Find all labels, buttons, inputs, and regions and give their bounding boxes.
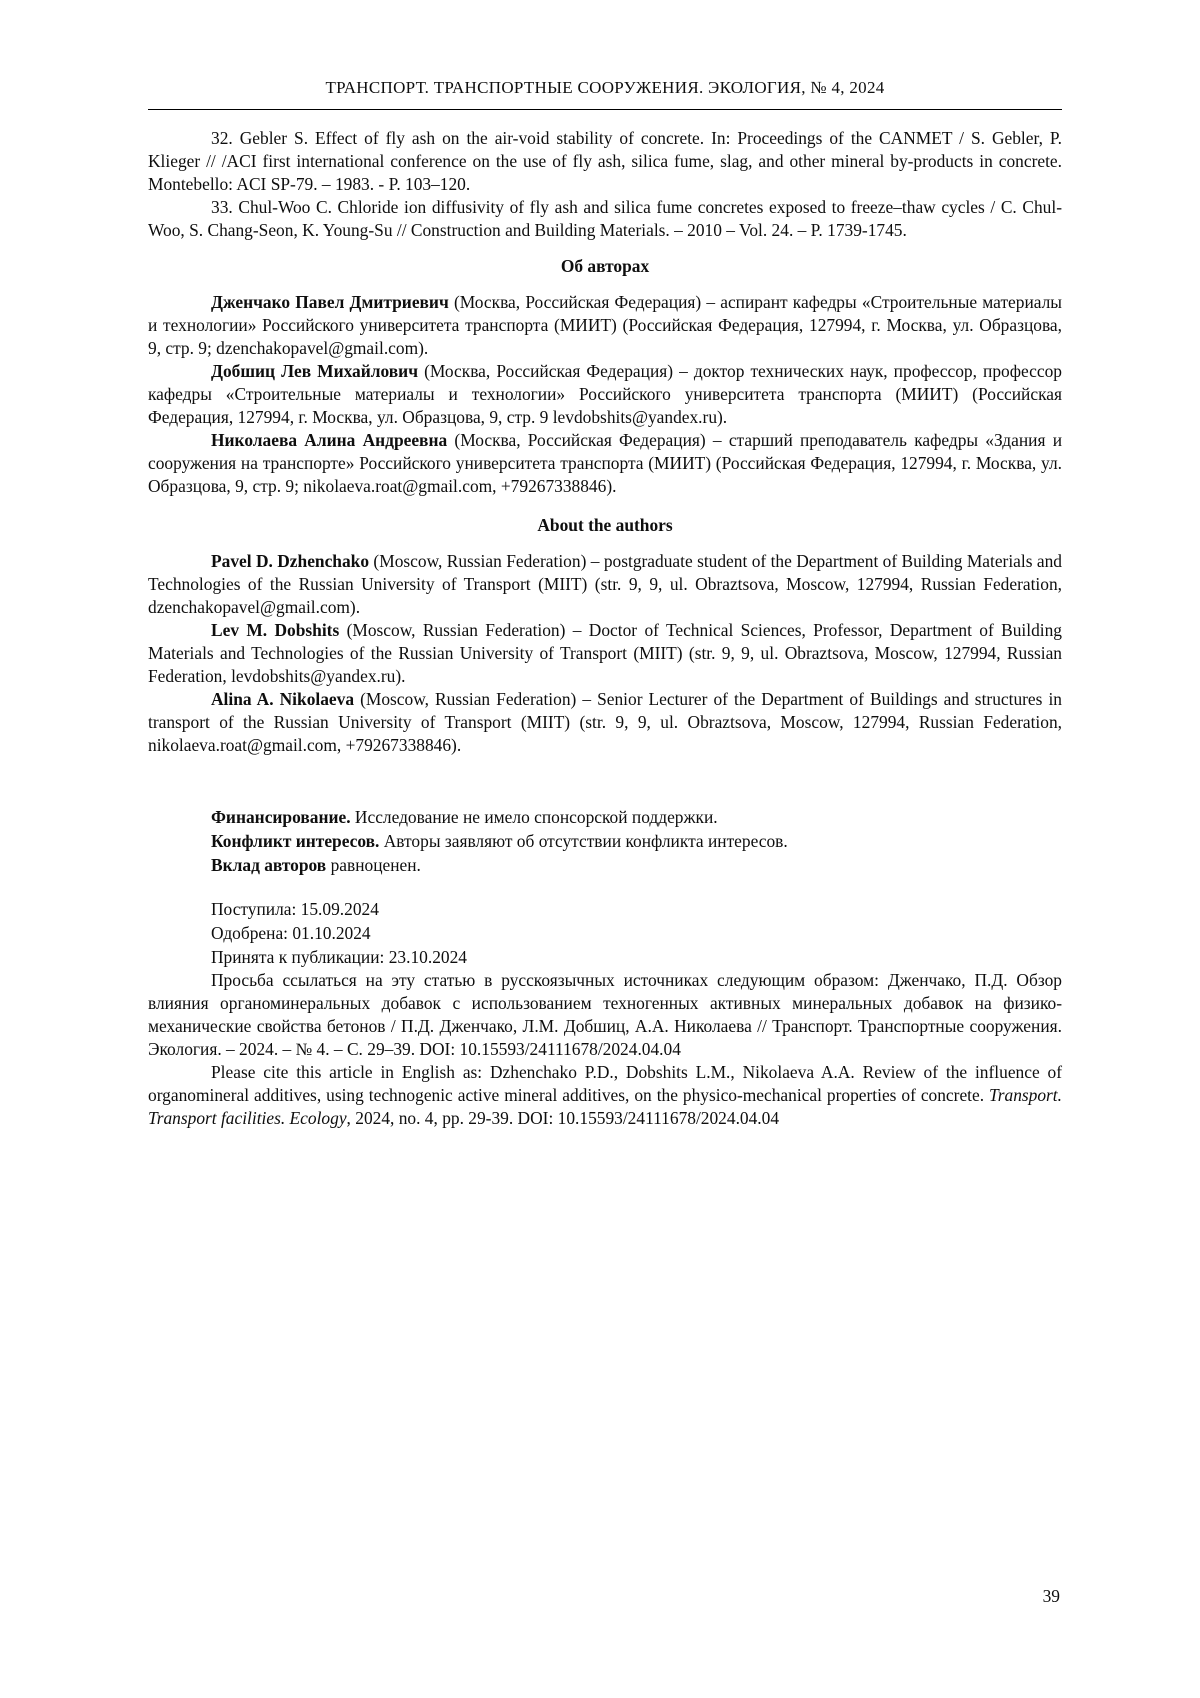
heading-about-authors-en: About the authors [537,515,673,535]
citation-en-journal: Transport. Transport facilities. Ecology [148,1085,1062,1128]
heading-about-authors-ru: Об авторах [560,256,650,276]
date-accepted: Принята к публикации: 23.10.2024 [211,947,467,967]
statement-contribution [148,853,1062,877]
author-bio-text: (Москва, Российская Федерация) – старший преподаватель кафедры «Здания и сооружения на транспорте» Российского университета транспорта (МИИТ) (Российская Федерация, 127994, г. Москва, ул. Образцова, 9, стр. 9; nikolaeva.roat@gmail.com, +79267338846). [148,430,1062,496]
date-approved: Одобрена: 01.10.2024 [211,923,371,943]
author-bio-ru-dzhenchako [148,291,1062,360]
running-head: ТРАНСПОРТ. ТРАНСПОРТНЫЕ СООРУЖЕНИЯ. ЭКОЛОГИЯ, № 4, 2024 [325,78,885,97]
author-bio-text: (Москва, Российская Федерация) – доктор технических наук, профессор, профессор кафедры «Строительные материалы и технологии» Российского университета транспорта (МИИТ) (Российская Федерация, 127994, г. Москва, ул. Образцова, 9, стр. 9 levdobshits@yandex.ru). [148,361,1062,427]
author-bio-text: (Москва, Российская Федерация) – аспирант кафедры «Строительные материалы и технологии» Российского университета транспорта (МИИТ) (Российская Федерация, 127994, г. Москва, ул. Образцова, 9, стр. 9; dzenchakopavel@gmail.com). [148,292,1062,358]
citation-en-tail: , 2024, no. 4, pp. 29-39. DOI: 10.15593/24111678/2024.04.04 [346,1108,780,1128]
page-body [148,127,1062,1130]
statement-conflict [148,829,1062,853]
author-bio-en-dobshits [148,619,1062,688]
header-rule [148,109,1062,110]
author-name: Николаева Алина Андреевна [211,430,448,450]
statement-label: Финансирование. [211,807,351,827]
dates-block [148,897,1062,969]
statement-text: Исследование не имело спонсорской поддержки. [350,807,718,827]
citation-en [148,1061,1062,1130]
reference-item-33: 33. Chul-Woo C. Chloride ion diffusivity of fly ash and silica fume concretes exposed to freeze–thaw cycles / C. Chul-Woo, S. Chang-Seon, K. Young-Su // Construction and Building Materials. – 2010 – Vol. 24. – P. 1739-1745. [148,197,1062,240]
author-bio-en-dzhenchako [148,550,1062,619]
citation-en-text: Please cite this article in English as: Dzhenchako P.D., Dobshits L.M., Nikolaeva A.A. Review of the influence of organomineral additives, using technogenic active mineral additives, on the physico-mechanical properties of concrete. [148,1062,1062,1105]
author-name: Alina A. Nikolaeva [211,689,355,709]
statement-text: Авторы заявляют об отсутствии конфликта интересов. [379,831,788,851]
author-bio-ru-dobshits [148,360,1062,429]
author-name: Lev M. Dobshits [211,620,340,640]
reference-item-32: 32. Gebler S. Effect of fly ash on the air-void stability of concrete. In: Proceedings of the CANMET / S. Gebler, P. Klieger // /ACI first international conference on the use of fly ash, silica fume, slag, and other mineral by-products in concrete. Montebello: ACI SP-79. – 1983. - P. 103–120. [148,128,1062,194]
author-bio-text: (Moscow, Russian Federation) – postgraduate student of the Department of Building Materials and Technologies of the Russian University of Transport (MIIT) (str. 9, 9, ul. Obraztsova, Moscow, 127994, Russian Federation, dzenchakopavel@gmail.com). [148,551,1062,617]
statement-text: равноценен. [326,855,421,875]
statement-label: Вклад авторов [211,855,327,875]
page-number: 39 [1042,1586,1060,1606]
author-bio-text: (Moscow, Russian Federation) – Senior Lecturer of the Department of Buildings and structures in transport of the Russian University of Transport (MIIT) (str. 9, 9, ul. Obraztsova, Moscow, 127994, Russian Federation, nikolaeva.roat@gmail.com, +79267338846). [148,689,1062,755]
statement-funding [148,805,1062,829]
author-bio-ru-nikolaeva [148,429,1062,498]
citation-ru: Просьба ссылаться на эту статью в русскоязычных источниках следующим образом: Дженчако, П.Д. Обзор влияния органоминеральных добавок с использованием техногенных активных минеральных добавок на физико-механические свойства бетонов / П.Д. Дженчако, Л.М. Добшиц, А.А. Николаева // Транспорт. Транспортные сооружения. Экология. – 2024. – № 4. – С. 29–39. DOI: 10.15593/24111678/2024.04.04 [148,970,1062,1059]
statement-label: Конфликт интересов. [211,831,380,851]
author-bio-text: (Moscow, Russian Federation) – Doctor of Technical Sciences, Professor, Department of Building Materials and Technologies of the Russian University of Transport (MIIT) (str. 9, 9, ul. Obraztsova, Moscow, 127994, Russian Federation, levdobshits@yandex.ru). [148,620,1062,686]
author-name: Добшиц Лев Михайлович [211,361,419,381]
statements-block [148,805,1062,877]
date-received: Поступила: 15.09.2024 [211,899,379,919]
author-bio-en-nikolaeva [148,688,1062,757]
author-name: Pavel D. Dzhenchako [211,551,370,571]
author-name: Дженчако Павел Дмитриевич [211,292,449,312]
